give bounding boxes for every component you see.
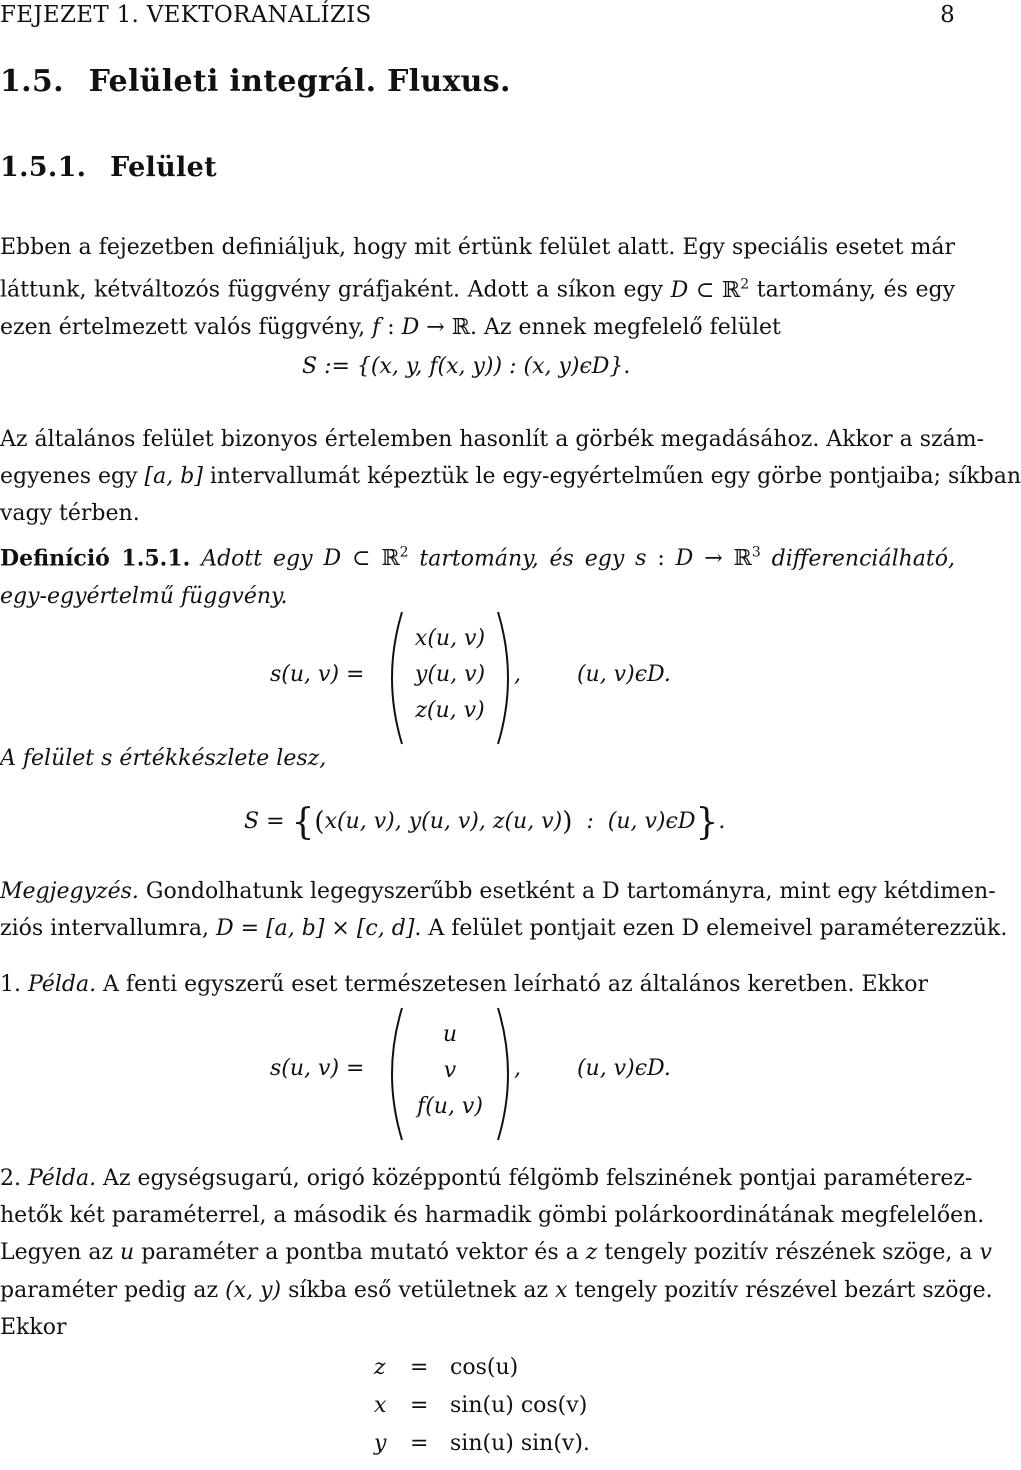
remark-line-2 [0,910,1008,947]
plane-xy-math: (x, y) [225,1277,282,1303]
example-2-label: Példa. [21,1166,97,1191]
subsection-number: 1.5.1. [0,152,87,183]
example-1-row-f: f(u, v) [417,1094,483,1119]
right-paren: ) [562,807,573,837]
equation-surface-graph: S := {(x, y, f(x, y)) : (x, y)ϵD}. [302,354,631,379]
eq-row-3-lhs: y [374,1431,387,1456]
page-number: 8 [940,2,955,28]
equation-param-vector [384,610,516,746]
intro-line-3-tail: . Az ennek megfelelő felület [470,314,781,340]
eq-row-1-lhs: z [374,1355,386,1380]
axis-x-math: x [555,1277,568,1303]
definition-label: Definíció 1.5.1. [0,545,191,572]
equation-image [244,802,725,843]
eq-row-2-rhs: sin(u) cos(v) [450,1393,588,1418]
definition-domain-math: D ⊂ ℝ$^2$ [323,545,409,572]
example-2-line-5: Ekkor [0,1314,67,1340]
intro-line-2-text: láttunk, kétváltozós függvény gráfjaként. Adott a síkon egy [0,277,671,303]
definition-line-2: egy-egyértelmű függvény. [0,583,288,609]
intro-paragraph [0,229,955,346]
example-2-line-2: hetők két paraméterrel, a második és harmadik gömbi polárkoordinátának megfelelően. [0,1203,985,1229]
definition-text-c: differenciálható, [760,546,955,572]
interval-math: [a, b] [144,464,203,490]
general-paragraph [0,421,1021,533]
eq-row-3-equals: = [410,1431,429,1456]
eq-row-2-lhs: x [374,1393,387,1418]
remark-label: Megjegyzés. [0,879,139,904]
example-2-line-1-text: Az egységsugarú, origó középpontú félgömb felszinének pontjai paraméterez- [96,1166,973,1191]
chapter-title: FEJEZET 1. VEKTORANALÍZIS [0,2,372,28]
function-math: f : D → ℝ [372,314,471,340]
example-2-number: 2. [0,1166,21,1191]
value-set-sentence: A felület s értékkészlete lesz, [0,746,327,771]
definition-line-1 [0,535,955,578]
example-1-row-u: u [442,1022,458,1047]
image-condition: : (u, v)ϵD [572,809,696,834]
intro-line-3 [0,309,955,346]
image-lhs: S = [244,809,285,834]
equation-param-rhs: , (u, v)ϵD. [514,662,671,687]
example-2-line-4 [0,1272,993,1309]
left-paren: ( [314,807,325,837]
example-2-line-3-c: tengely pozitív részének szöge, a [597,1240,980,1266]
image-end: . [718,809,726,834]
example-1-label: Példa. [21,972,97,997]
equation-example-1-rhs: , (u, v)ϵD. [514,1056,671,1081]
example-2-line-4-a: paraméter pedig az [0,1277,226,1303]
remark-line-1-text: Gondolhatunk legegyszerűbb esetként a D tartományra, mint egy kétdimen- [138,879,996,904]
param-u-math: u [120,1240,135,1266]
general-line-1: Az általános felület bizonyos értelemben hasonlít a görbék megadásához. Akkor a szám- [0,427,985,452]
example-2-line-4-c: tengely pozitív részével bezárt szöge. [567,1277,993,1303]
intro-line-1: Ebben a fejezetben definiáljuk, hogy mit értünk felület alatt. Egy speciális esetet már [0,235,955,260]
remark-paragraph [0,873,1008,947]
param-row-x: x(u, v) [414,626,486,651]
example-2-line-3-a: Legyen az [0,1240,121,1266]
definition-text-a: Adott egy [190,546,324,572]
definition-block [0,535,955,615]
example-2-line-4-b: síkba eső vetületnek az [281,1277,556,1303]
equation-param-lhs: s(u, v) = [270,662,365,687]
param-row-y: y(u, v) [414,662,486,687]
general-line-2 [0,458,1021,495]
example-2-line-3 [0,1234,992,1271]
example-1-number: 1. [0,972,21,997]
section-title: Felületi integrál. Fluxus. [88,64,511,99]
eq-row-2-equals: = [410,1393,429,1418]
general-line-3: vagy térben. [0,501,140,527]
axis-z-math: z [585,1240,598,1266]
example-1-text: A fenti egyszerű eset természetesen leírható az általános keretben. Ekkor [96,972,929,997]
running-header [0,2,955,28]
big-left-brace: { [291,802,315,843]
intro-line-2 [0,266,955,309]
domain-math: D ⊂ ℝ$^2$ [670,276,750,303]
remark-line-2-tail: . A felület pontjait ezen D elemeivel paraméterezzük. [414,916,1008,942]
general-line-2-text: egyenes egy [0,464,145,490]
eq-row-1-rhs: cos(u) [450,1355,519,1380]
example-1-line [0,966,955,1003]
example-2-paragraph [0,1160,993,1346]
equation-example-1-lhs: s(u, v) = [270,1056,365,1081]
remark-line-2-text: ziós intervallumra, [0,916,217,942]
param-row-z: z(u, v) [415,698,485,723]
example-2-line-3-b: paraméter a pontba mutató vektor és a [134,1240,586,1266]
definition-map-math: s : D → ℝ$^3$ [635,545,761,572]
intro-line-3-text: ezen értelmezett valós függvény, [0,314,373,340]
intro-line-2-tail: tartomány, és egy [749,277,956,303]
big-right-brace: } [695,802,719,843]
remark-domain-math: D = [a, b] × [c, d] [216,916,415,942]
example-1-row-v: v [443,1058,457,1083]
spherical-equations [374,1355,634,1465]
subsection-title: Felület [110,152,217,183]
equation-example-1-vector [384,1006,516,1142]
remark-line-1 [0,873,996,910]
subsection-heading [0,152,217,183]
definition-text-b: tartomány, és egy [408,546,636,572]
general-line-2-tail: intervallumát képeztük le egy-egyértelműen egy görbe pontjaiba; síkban [202,464,1021,490]
example-1-paragraph [0,966,955,1003]
eq-row-1-equals: = [410,1355,429,1380]
eq-row-3-rhs: sin(u) sin(v). [450,1431,590,1456]
example-2-line-1 [0,1160,973,1197]
param-v-math: v [979,1240,992,1266]
section-number: 1.5. [0,64,64,99]
section-heading [0,64,511,99]
image-tuple: x(u, v), y(u, v), z(u, v) [324,809,563,834]
